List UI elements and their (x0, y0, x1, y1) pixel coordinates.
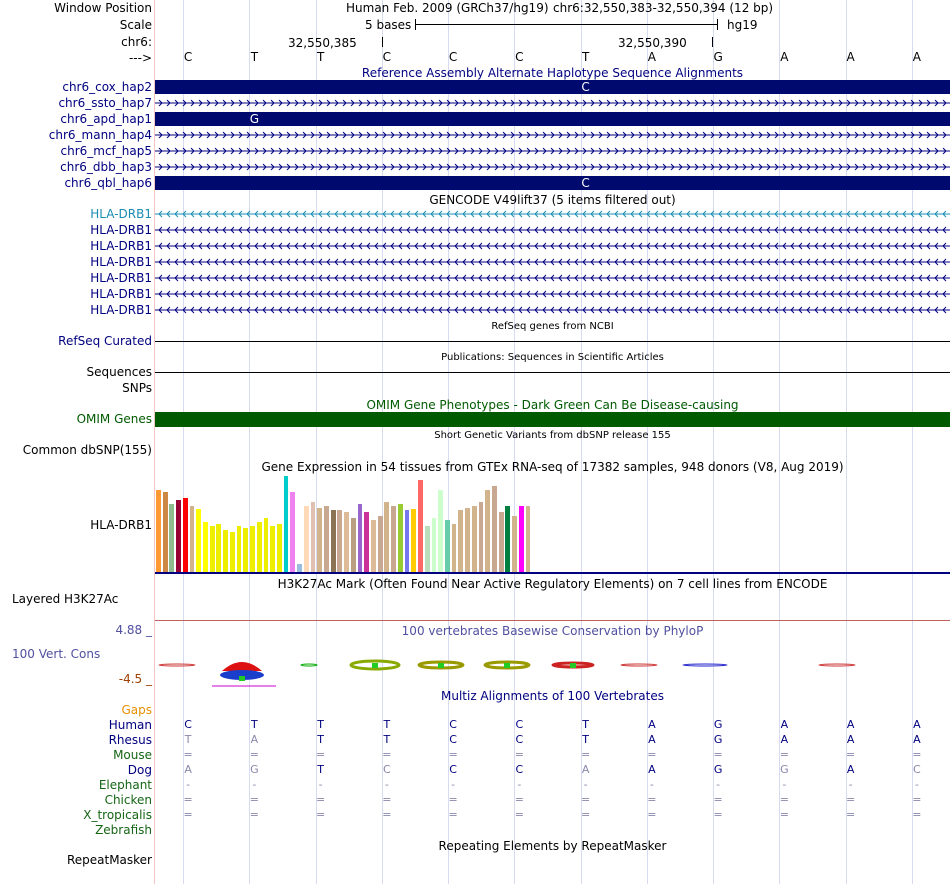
alignment-base: = (382, 808, 392, 821)
alignment-base: C (515, 733, 524, 746)
publications-track-title[interactable]: Publications: Sequences in Scientific Articles (441, 352, 664, 363)
haplotype-alignment-line[interactable] (155, 100, 950, 106)
gencode-gene-line[interactable] (155, 307, 950, 313)
alignment-base: - (848, 778, 853, 791)
alignment-base: = (581, 808, 591, 821)
position-text: chr6:32,550,383-32,550,394 (12 bp) (553, 1, 774, 15)
sequence-base: C (183, 50, 193, 64)
gtex-tissue-bar[interactable] (317, 508, 322, 572)
gtex-tissue-bar[interactable] (196, 509, 201, 572)
gtex-tissue-bar[interactable] (505, 506, 510, 572)
phylop-max-label: 4.88 _ (115, 623, 152, 637)
chrom-label: chr6: (121, 35, 152, 49)
alignment-base: G (780, 763, 789, 776)
haplotype-mismatch-base: G (249, 112, 260, 126)
alignment-base: - (782, 778, 787, 791)
alignment-base: T (582, 733, 589, 746)
alignment-base: T (383, 718, 391, 731)
gtex-track-title[interactable]: Gene Expression in 54 tissues from GTEx RNA-seq of 17382 samples, 948 donors (V8, Aug 2019) (261, 460, 844, 474)
alignment-base: - (583, 778, 588, 791)
alignment-base: T (383, 733, 391, 746)
alignment-base: = (912, 748, 922, 761)
gencode-gene-label[interactable]: HLA-DRB1 (90, 239, 152, 253)
alignment-base: - (186, 778, 191, 791)
alignment-base: = (249, 748, 259, 761)
alignment-base: C (184, 718, 192, 731)
sequence-base: A (912, 50, 921, 64)
alignment-base: = (183, 793, 193, 806)
gencode-gene-label[interactable]: HLA-DRB1 (90, 223, 152, 237)
scale-db-text: hg19 (727, 18, 758, 32)
alignment-base: = (779, 808, 789, 821)
gtex-tissue-bar[interactable] (216, 524, 221, 572)
alignment-base: = (581, 793, 591, 806)
gtex-tissue-bar[interactable] (304, 506, 309, 572)
alignment-base: = (647, 808, 657, 821)
haplotype-label[interactable]: chr6_apd_hap1 (60, 112, 152, 126)
gtex-tissue-bar[interactable] (452, 524, 457, 572)
assembly-title: Human Feb. 2009 (GRCh37/hg19) (346, 1, 549, 15)
gtex-tissue-bar[interactable] (485, 490, 490, 572)
gtex-tissue-bar[interactable] (499, 512, 504, 572)
sequence-base: T (250, 50, 259, 64)
omim-label[interactable]: OMIM Genes (76, 412, 152, 426)
gencode-gene-line[interactable] (155, 259, 950, 265)
alignment-base: C (515, 718, 524, 731)
snps-label[interactable]: SNPs (122, 381, 152, 395)
gtex-tissue-bar[interactable] (257, 522, 262, 572)
haplotype-alignment-bar[interactable] (155, 176, 950, 190)
gtex-tissue-bar[interactable] (391, 506, 396, 572)
alignment-base: A (780, 718, 789, 731)
gtex-tissue-bar[interactable] (156, 490, 161, 572)
gtex-tissue-bar[interactable] (324, 506, 329, 572)
repeatmasker-track-title[interactable]: Repeating Elements by RepeatMasker (438, 839, 667, 853)
gtex-tissue-bar[interactable] (418, 480, 423, 572)
phylop-base-mark (819, 664, 855, 666)
gtex-tissue-bar[interactable] (169, 504, 174, 572)
alignment-base: = (514, 748, 524, 761)
alignment-base: = (183, 748, 193, 761)
alignment-base: - (914, 778, 919, 791)
alignment-base: G (713, 733, 723, 746)
alignment-base: = (316, 793, 326, 806)
haplotype-label[interactable]: chr6_mann_hap4 (48, 128, 152, 142)
gtex-tissue-bar[interactable] (250, 526, 255, 572)
alignment-base: = (713, 808, 723, 821)
haplotype-alignment-line[interactable] (155, 132, 950, 138)
gtex-tissue-bar[interactable] (270, 526, 275, 572)
phylop-base-mark (683, 664, 727, 666)
sequence-base: T (316, 50, 325, 64)
phylop-signal-svg (155, 645, 950, 695)
gtex-tissue-bar[interactable] (237, 526, 242, 572)
phylop-base-mark (159, 664, 195, 666)
alignment-base: = (316, 748, 326, 761)
phylop-base-mark (351, 661, 399, 669)
alignment-base: C (449, 733, 457, 746)
sequence-base: A (647, 50, 656, 64)
gtex-tissue-bar[interactable] (290, 492, 295, 572)
alignment-base: T (184, 733, 192, 746)
dbsnp-label[interactable]: Common dbSNP(155) (22, 443, 152, 457)
haplotype-label[interactable]: chr6_ssto_hap7 (58, 96, 152, 110)
species-label[interactable]: Dog (127, 763, 152, 777)
track-labels-column (0, 0, 155, 884)
alignment-base: = (846, 793, 856, 806)
h3k27ac-signal-line (155, 620, 950, 621)
repeatmasker-label[interactable]: RepeatMasker (66, 853, 152, 867)
alignment-base: = (514, 793, 524, 806)
gtex-tissue-bar[interactable] (526, 506, 531, 572)
scale-text: 5 bases (365, 18, 412, 32)
alignment-base: = (448, 808, 458, 821)
haplotype-label[interactable]: chr6_qbl_hap6 (64, 176, 152, 190)
alignment-base: = (779, 793, 789, 806)
alignment-base: G (713, 718, 723, 731)
alignment-base: A (581, 763, 590, 776)
gtex-tissue-bar[interactable] (512, 516, 517, 572)
gtex-tissue-bar[interactable] (358, 504, 363, 572)
alignment-base: T (251, 718, 258, 731)
gtex-tissue-bar[interactable] (519, 506, 524, 572)
alignment-base: A (846, 733, 855, 746)
alignment-base: T (317, 733, 324, 746)
species-label[interactable]: Zebrafish (95, 823, 152, 837)
haplotype-label[interactable]: chr6_dbb_hap3 (60, 160, 152, 174)
alignment-base: = (846, 748, 856, 761)
alignment-base: = (912, 808, 922, 821)
gtex-tissue-bar[interactable] (411, 509, 416, 572)
alignment-base: = (249, 793, 259, 806)
species-label[interactable]: Rhesus (108, 733, 152, 747)
h3k27ac-label[interactable]: Layered H3K27Ac (12, 592, 119, 606)
gencode-gene-line[interactable] (155, 243, 950, 249)
window-position-label: Window Position (54, 1, 152, 15)
alignment-base: G (250, 763, 259, 776)
alignment-base: G (713, 763, 723, 776)
alignment-base: = (779, 748, 789, 761)
alignment-base: A (648, 718, 656, 731)
gtex-tissue-bar[interactable] (297, 564, 302, 572)
alignment-base: = (183, 808, 193, 821)
alignment-base: = (448, 748, 458, 761)
gtex-tissue-bar[interactable] (432, 518, 437, 572)
alignment-base: = (846, 808, 856, 821)
alignment-base: A (913, 733, 921, 746)
gtex-tissue-bar[interactable] (344, 512, 349, 572)
alignment-base: - (649, 778, 654, 791)
phylop-track-title[interactable]: 100 vertebrates Basewise Conservation by PhyloP (401, 624, 704, 638)
alignment-base: C (383, 763, 391, 776)
gtex-tissue-bar[interactable] (230, 532, 235, 572)
gtex-tissue-bar[interactable] (371, 520, 376, 572)
alignment-base: = (713, 748, 723, 761)
gtex-tissue-bar[interactable] (163, 492, 168, 572)
sequence-base: G (713, 50, 723, 64)
coord-label: 32,550,385 (288, 36, 357, 50)
gtex-tissue-bar[interactable] (458, 510, 463, 572)
alignment-base: T (317, 718, 324, 731)
haplotype-mismatch-base: C (581, 80, 590, 94)
gtex-tissue-bar[interactable] (264, 518, 269, 572)
phylop-base-mark (419, 662, 463, 668)
haplotype-alignment-line[interactable] (155, 148, 950, 154)
gtex-tissue-bar[interactable] (398, 504, 403, 572)
gtex-tissue-bar[interactable] (479, 502, 484, 572)
gtex-tissue-bar[interactable] (176, 500, 181, 572)
haplotype-track-title[interactable]: Reference Assembly Alternate Haplotype Sequence Alignments (361, 66, 744, 80)
h3k27ac-track-title[interactable]: H3K27Ac Mark (Often Found Near Active Regulatory Elements) on 7 cell lines from ENCODE (277, 577, 828, 591)
gtex-tissue-bar[interactable] (183, 498, 188, 572)
gtex-tissue-bar[interactable] (351, 518, 356, 572)
phylop-base-mark (301, 664, 317, 666)
gencode-gene-label[interactable]: HLA-DRB1 (90, 255, 152, 269)
alignment-base: = (316, 808, 326, 821)
gencode-track-title[interactable]: GENCODE V49lift37 (5 items filtered out) (429, 193, 676, 207)
gtex-tissue-bar[interactable] (425, 526, 430, 572)
species-label[interactable]: Mouse (113, 748, 152, 762)
phylop-base-mark (212, 662, 276, 686)
phylop-label[interactable]: 100 Vert. Cons (12, 647, 101, 661)
alignment-base: A (184, 763, 192, 776)
gencode-gene-line[interactable] (155, 275, 950, 281)
gtex-tissue-bar[interactable] (405, 510, 410, 572)
gencode-gene-line[interactable] (155, 291, 950, 297)
alignment-base: A (846, 763, 855, 776)
phylop-min-label: -4.5 _ (118, 672, 152, 686)
alignment-base: C (449, 718, 457, 731)
gtex-baseline (155, 572, 950, 574)
alignment-base: - (517, 778, 522, 791)
alignment-base: C (913, 763, 921, 776)
alignment-base: - (318, 778, 323, 791)
phylop-base-mark (485, 662, 529, 668)
gtex-tissue-bar[interactable] (277, 524, 282, 572)
alignment-base: = (249, 808, 259, 821)
alignment-base: = (713, 793, 723, 806)
haplotype-label[interactable]: chr6_mcf_hap5 (60, 144, 152, 158)
alignment-base: A (846, 718, 855, 731)
alignment-base: C (449, 763, 457, 776)
sequence-base: C (448, 50, 458, 64)
coord-label: 32,550,390 (618, 36, 687, 50)
species-label[interactable]: Elephant (98, 778, 152, 792)
alignment-base: - (384, 778, 389, 791)
alignment-base: = (581, 748, 591, 761)
alignment-base: - (252, 778, 257, 791)
alignment-base: = (647, 793, 657, 806)
alignment-base: A (780, 733, 789, 746)
alignment-base: = (647, 748, 657, 761)
gtex-tissue-bar[interactable] (378, 516, 383, 572)
omim-track-title[interactable]: OMIM Gene Phenotypes - Dark Green Can Be Disease-causing (366, 398, 739, 412)
gtex-tissue-bar[interactable] (445, 520, 450, 572)
alignment-base: A (648, 763, 656, 776)
gtex-tissue-bar[interactable] (210, 526, 215, 572)
alignment-base: T (317, 763, 324, 776)
gtex-tissue-bar[interactable] (311, 502, 316, 572)
alignment-base: = (382, 793, 392, 806)
alignment-base: = (448, 793, 458, 806)
alignment-base: = (912, 793, 922, 806)
alignment-base: = (514, 808, 524, 821)
refseq-line (155, 341, 950, 342)
gtex-tissue-bar[interactable] (337, 510, 342, 572)
alignment-base: A (648, 733, 656, 746)
scale-label: Scale (119, 18, 152, 32)
phylop-base-mark (553, 663, 593, 668)
gtex-tissue-bar[interactable] (472, 506, 477, 572)
gencode-gene-label[interactable]: HLA-DRB1 (90, 287, 152, 301)
gtex-tissue-bar[interactable] (364, 512, 369, 572)
tracks-area (155, 0, 950, 884)
gtex-tissue-bar[interactable] (284, 476, 289, 572)
alignment-base: = (382, 748, 392, 761)
gencode-gene-line[interactable] (155, 211, 950, 217)
alignment-base: - (716, 778, 721, 791)
gtex-tissue-bar[interactable] (331, 510, 336, 572)
species-label[interactable]: Chicken (104, 793, 152, 807)
gtex-gene-label[interactable]: HLA-DRB1 (90, 518, 152, 532)
alignment-base: A (250, 733, 259, 746)
gaps-label: Gaps (121, 703, 152, 717)
gtex-tissue-bar[interactable] (243, 528, 248, 572)
phylop-base-mark (621, 664, 657, 666)
haplotype-label[interactable]: chr6_cox_hap2 (62, 80, 152, 94)
alignment-base: - (451, 778, 456, 791)
gencode-gene-label[interactable]: HLA-DRB1 (90, 271, 152, 285)
publications-line (155, 372, 950, 373)
sequence-base: C (382, 50, 392, 64)
species-label[interactable]: X_tropicalis (83, 808, 152, 822)
haplotype-alignment-bar[interactable] (155, 112, 950, 126)
sequence-base: A (780, 50, 789, 64)
sequences-label[interactable]: Sequences (86, 365, 152, 379)
sequence-base: C (515, 50, 524, 64)
gtex-tissue-bar[interactable] (438, 490, 443, 572)
haplotype-alignment-line[interactable] (155, 164, 950, 170)
alignment-base: T (582, 718, 589, 731)
haplotype-mismatch-base: C (581, 176, 590, 190)
gencode-gene-line[interactable] (155, 227, 950, 233)
haplotype-alignment-bar[interactable] (155, 80, 950, 94)
gencode-gene-label[interactable]: HLA-DRB1 (90, 303, 152, 317)
gtex-tissue-bar[interactable] (384, 502, 389, 572)
gencode-gene-label[interactable]: HLA-DRB1 (90, 207, 152, 221)
sequence-base: A (846, 50, 855, 64)
refseq-track-title[interactable]: RefSeq genes from NCBI (491, 321, 614, 332)
refseq-label[interactable]: RefSeq Curated (58, 334, 152, 348)
gtex-tissue-bar[interactable] (190, 506, 195, 572)
species-label[interactable]: Human (108, 718, 152, 732)
gtex-tissue-bar[interactable] (223, 530, 228, 572)
strand-label[interactable]: ---> (128, 51, 152, 65)
dbsnp-track-title[interactable]: Short Genetic Variants from dbSNP release 155 (434, 430, 671, 441)
alignment-base: C (515, 763, 524, 776)
multiz-track-title[interactable]: Multiz Alignments of 100 Vertebrates (440, 689, 665, 703)
sequence-base: T (581, 50, 590, 64)
omim-gene-bar[interactable] (155, 412, 950, 427)
gtex-tissue-bar[interactable] (465, 508, 470, 572)
gtex-tissue-bar[interactable] (203, 522, 208, 572)
alignment-base: A (913, 718, 921, 731)
gtex-tissue-bar[interactable] (492, 486, 497, 572)
